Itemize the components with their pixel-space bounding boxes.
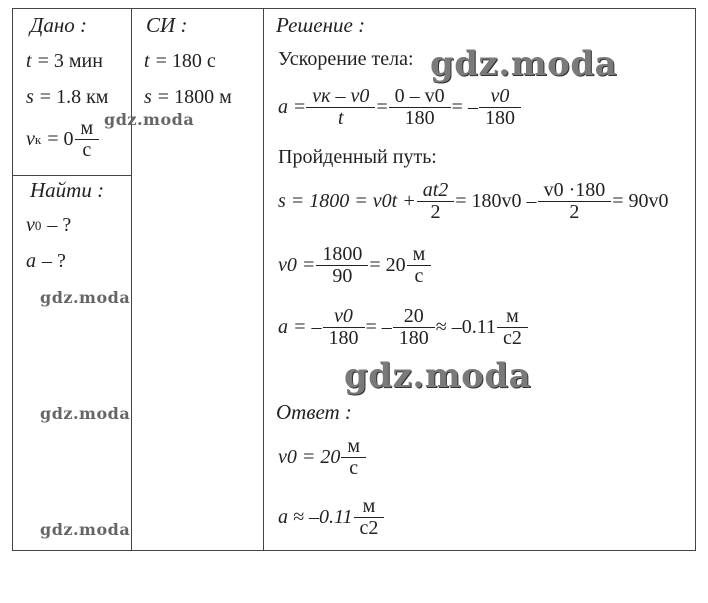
header-si: СИ :	[146, 13, 188, 37]
si-time: t = 180 с	[144, 50, 216, 72]
equation-initial-velocity: v0 = $\frac{1800}{90}$ = 20 $\frac{м}{с}$	[278, 244, 432, 287]
column-divider-2	[263, 9, 264, 550]
equation-acceleration-value: a = – $\frac{v0}{180}$ = – $\frac{20}{180}$ ≈ –0.11 $\frac{м}{с2}$	[278, 306, 529, 349]
column-divider-1	[131, 9, 132, 550]
header-find: Найти :	[30, 178, 105, 202]
watermark-top: gdz.moda	[430, 44, 618, 84]
si-distance: s = 1800 м	[144, 86, 232, 108]
answer-initial-velocity: v0 = 20 $\frac{м}{с}$	[278, 436, 367, 479]
find-acceleration: a – ?	[26, 250, 66, 272]
watermark-left-3: gdz.moda	[40, 520, 131, 539]
watermark-left-1: gdz.moda	[40, 288, 131, 307]
watermark-left-2: gdz.moda	[40, 404, 131, 423]
path-label: Пройденный путь:	[278, 146, 437, 168]
watermark-center: gdz.moda	[344, 356, 532, 396]
answer-acceleration: a ≈ –0.11 $\frac{м}{с2}$	[278, 496, 385, 539]
find-initial-velocity: v 0 – ?	[26, 214, 72, 236]
header-given: Дано :	[30, 13, 88, 37]
unit-fraction: $\frac{м}{с}$	[78, 118, 97, 161]
given-final-velocity: v к = 0 $\frac{м}{с}$	[26, 118, 100, 161]
watermark-given: gdz.moda	[104, 110, 195, 129]
header-solution: Решение :	[276, 13, 366, 37]
given-time: t = 3 мин	[26, 50, 103, 72]
header-answer: Ответ :	[276, 400, 352, 424]
equation-distance: s = 1800 = v0t + $\frac{at2}{2}$ = 180v0 – $\frac{v0 \cdot 180}{2}$ = 90v0	[278, 179, 669, 223]
given-distance: s = 1.8 км	[26, 86, 109, 108]
equation-acceleration: a = $\frac{vк - v0}{t}$ = $\frac{0 - v0}{180}$ = – $\frac{v0}{180}$	[278, 86, 522, 129]
row-divider-given	[13, 175, 131, 176]
acceleration-label: Ускорение тела:	[278, 48, 414, 70]
